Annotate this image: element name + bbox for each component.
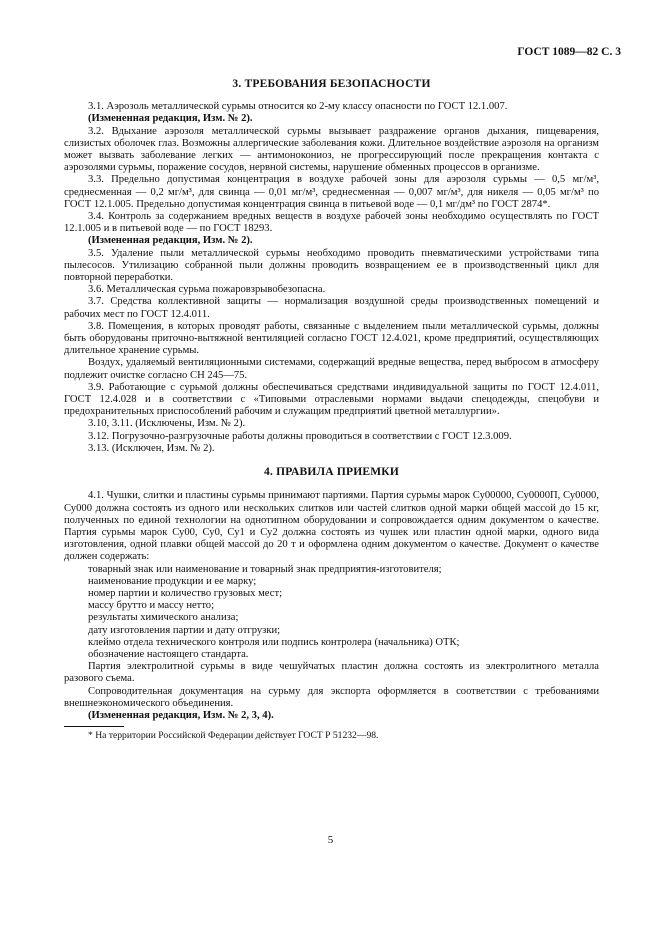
section-3-title: 3. ТРЕБОВАНИЯ БЕЗОПАСНОСТИ	[232, 78, 431, 90]
quality-document-list	[64, 564, 599, 662]
page-number: 5	[327, 834, 334, 846]
list-item: массу брутто и массу нетто;	[88, 600, 215, 612]
list-item: клеймо отдела технического контроля или подпись контролера (начальника) ОТК;	[88, 636, 460, 648]
paragraph-export: Сопроводительная документация на сурьму для экспорта оформляется в соответствии с требованиями внешнеэкономического объединения.	[64, 685, 599, 709]
list-item: номер партии и количество грузовых мест;	[88, 587, 283, 599]
paragraph-3-7: 3.7. Средства коллективной защиты — нормализация воздушной среды производственных помещений и рабочих мест по ГОСТ 12.4.011.	[64, 296, 599, 320]
paragraph-3-9: 3.9. Работающие с сурьмой должны обеспечиваться средствами индивидуальной защиты по ГОСТ 12.4.011, ГОСТ 12.4.028 и в соответствии с «Типовыми отраслевыми нормами выдачи спецодежды, спецобуви и предохранительных приспособлений рабочим и служащим предприятий цветной металлургии».	[64, 381, 599, 418]
paragraph-3-1: 3.1. Аэрозоль металлической сурьмы относится ко 2-му классу опасности по ГОСТ 12.1.007.	[88, 101, 508, 113]
paragraph-electrolytic: Партия электролитной сурьмы в виде чешуйчатых пластин должна состоять из электролитного металла разового съема.	[64, 661, 599, 685]
paragraph-3-6: 3.6. Металлическая сурьма пожаровзрывобезопасна.	[88, 284, 326, 296]
paragraph-3-8-air: Воздух, удаляемый вентиляционными системами, содержащий вредные вещества, перед выбросом в атмосферу подлежит очистке согласно СН 245—75.	[64, 357, 599, 381]
paragraph-3-8: 3.8. Помещения, в которых проводят работы, связанные с выделением пыли металлической сурьмы, должны быть оборудованы приточно-вытяжной вентиляцией согласно ГОСТ 12.4.021, кроме предприятий, осуществляющих длительное хранение сурьмы.	[64, 320, 599, 357]
footnote: * На территории Российской Федерации действует ГОСТ Р 51232—98.	[88, 730, 379, 742]
paragraph-4-1: 4.1. Чушки, слитки и пластины сурьмы принимают партиями. Партия сурьмы марок Су00000, Су0000П, Су0000, Су000 должна состоять из одного или нескольких слитков или частей слитков одной марки общей массой до 15 кг, полученных по единой технологии на однотипном оборудовании и сопровождается одним документом о качестве. Партия сурьмы марок Су00, Су0, Су1 и Су2 должна состоять из чушек или пластин одной марки, одного вида изготовления, одной плавки общей массой до 20 т и оформлена одним документом о качестве. Документ о качестве должен содержать:	[64, 490, 599, 563]
paragraph-3-13: 3.13. (Исключен, Изм. № 2).	[88, 442, 215, 454]
paragraph-3-2: 3.2. Вдыхание аэрозоля металлической сурьмы вызывает раздражение органов дыхания, пищеварения, слизистых оболочек глаз. Возможны аллергические заболевания кожи. Длительное воздействие аэрозоля на организм может вызвать заболевание легких — антимонокониоз, не прогрессирующий после прекращения контакта с аэрозолями сурьмы, поражение сосудов, нервной системы, нарушение обменных процессов в организме.	[64, 125, 599, 174]
paragraph-3-3: 3.3. Предельно допустимая концентрация в воздухе рабочей зоны для аэрозоля сурьмы — 0,5 мг/м³, среднесменная — 0,2 мг/м³, для свинца — 0,01 мг/м³, среднесменная — 0,007 мг/м³, для никеля — 0,05 мг/м³ по ГОСТ 12.1.005. Предельно допустимая концентрация свинца в питьевой воде — 0,1 мг/дм³ по ГОСТ 2874*.	[64, 174, 599, 210]
paragraph-3-10-3-11: 3.10, 3.11. (Исключены, Изм. № 2).	[88, 418, 246, 430]
list-item: товарный знак или наименование и товарный знак предприятия-изготовителя;	[88, 563, 442, 575]
list-item: дату изготовления партии и дату отгрузки;	[88, 624, 281, 636]
page-content	[64, 78, 599, 742]
list-item: результаты химического анализа;	[88, 612, 239, 624]
amendment-note: (Измененная редакция, Изм. № 2).	[88, 235, 253, 247]
list-item: обозначение настоящего стандарта.	[88, 648, 249, 660]
amendment-note: (Измененная редакция, Изм. № 2).	[88, 113, 253, 125]
paragraph-3-5: 3.5. Удаление пыли металлической сурьмы необходимо проводить пневматическими устройствами типа пылесосов. Утилизацию собранной пыли должны проводить возвращением ее в производственный цикл для повторной переработки.	[64, 247, 599, 284]
amendment-note: (Измененная редакция, Изм. № 2, 3, 4).	[88, 709, 274, 721]
footnote-divider	[64, 726, 124, 727]
paragraph-3-4: 3.4. Контроль за содержанием вредных веществ в воздухе рабочей зоны необходимо осуществлять по ГОСТ 12.1.005 и в питьевой воде — по ГОСТ 18293.	[64, 211, 599, 235]
list-item: наименование продукции и ее марку;	[88, 575, 257, 587]
page-header: ГОСТ 1089—82 С. 3	[517, 46, 621, 58]
paragraph-3-12: 3.12. Погрузочно-разгрузочные работы должны проводиться в соответствии с ГОСТ 12.3.009.	[88, 430, 512, 442]
section-4-title: 4. ПРАВИЛА ПРИЕМКИ	[264, 466, 399, 479]
